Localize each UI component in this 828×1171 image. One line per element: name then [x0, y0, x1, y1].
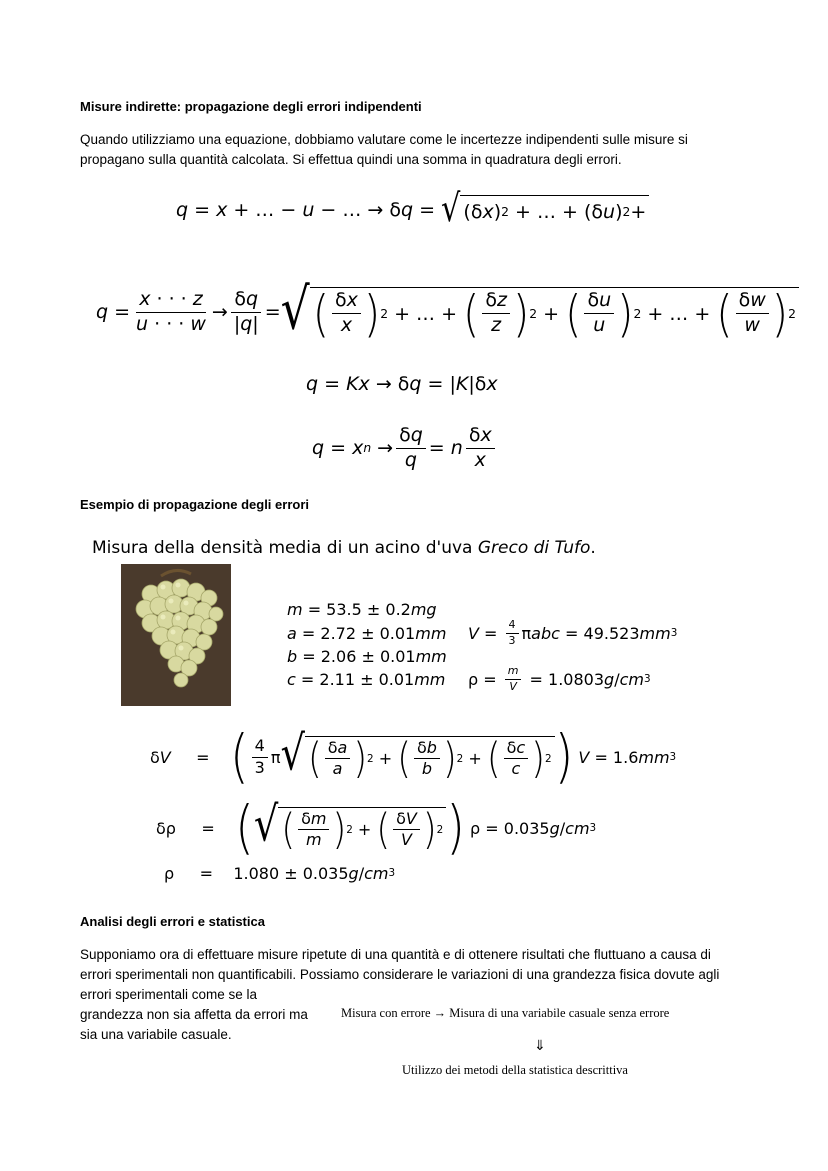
diagram-descriptive-statistics: Utilizzo dei metodi della statistica descrittiva	[402, 1063, 628, 1077]
section-heading-propagation: Misure indirette: propagazione degli errori indipendenti	[80, 99, 422, 114]
density-formula: ρ = $\frac{m}{V}$ = 1.0803 g / cm 3	[468, 663, 651, 693]
paragraph-line: errori sperimentali come se la	[80, 987, 258, 1002]
down-arrow-icon: ⇓	[534, 1039, 546, 1054]
paragraph-line: grandezza non sia affetta da errori ma	[80, 1007, 308, 1022]
section-heading-example: Esempio di propagazione degli errori	[80, 497, 309, 512]
equation-product-propagation: q = $\frac{x \cdot \cdot \cdot z}{u \cdot \cdot \cdot w}$ → $\frac{\delta q}{|q|}$ = √ ( $\frac{\delta x}{x}$ ) 2 + … + ( $\frac{\delta z}{z}$ ) 2 + ( $\frac{\delta u}{u}$ ) 2 + … + ( $\frac{\delta w}{w}$ ) 2	[96, 280, 799, 344]
equation-power: q = x n → $\frac{\delta q}{q}$ = n $\frac{\delta x}{x}$	[312, 420, 498, 476]
grape-cluster-icon	[121, 564, 231, 706]
equation-delta-V: δ V = ( $\frac{4}{3}$ π √ ( $\frac{\delta a}{a}$ ) 2 + ( $\frac{\delta b}{b}$ ) 2 + ( $\frac{\delta c}{c}$ ) 2 ) V = 1.6 mm 3	[150, 723, 677, 791]
paragraph-line: errori sperimentali non quantificabili. Possiamo considerare le variazioni di una grandezza fisica dovute agli	[80, 967, 720, 982]
measure-b: b = 2.06 ± 0.01 mm	[287, 646, 447, 666]
diagram-measure-to-random-variable: Misura con errore → Misura di una variabile casuale senza errore	[341, 1006, 670, 1020]
paragraph-line: propagano sulla quantità calcolata. Si effettua quindi una somma in quadratura degli errori.	[80, 152, 622, 167]
volume-formula: V = $\frac{4}{3}$ π abc = 49.523 mm 3	[468, 617, 678, 647]
section-heading-statistics: Analisi degli errori e statistica	[80, 914, 265, 929]
equation-sum-propagation: q = x + … − u − … → δ q = √ (δ x ) 2 + … + (δ u ) 2 +	[176, 190, 649, 230]
measure-c: c = 2.11 ± 0.01 mm	[287, 669, 446, 689]
equation-constant-multiple: q = Kx → δ q = | K |δ x	[306, 373, 498, 395]
equation-delta-rho: δρ = ( √ ( $\frac{\delta m}{m}$ ) 2 + ( $\frac{\delta V}{V}$ ) 2 ) ρ = 0.035 g / cm 3	[156, 794, 597, 862]
paragraph-line: sia una variabile casuale.	[80, 1027, 232, 1042]
paragraph-line: Quando utilizziamo una equazione, dobbiamo valutare come le incertezze indipendenti sulle misure si	[80, 132, 688, 147]
example-title: Misura della densità media di un acino d'uva Greco di Tufo.	[92, 538, 596, 558]
measure-a: a = 2.72 ± 0.01 mm	[287, 623, 447, 643]
equation-rho-final: ρ = 1.080 ± 0.035 g / cm 3	[164, 863, 396, 883]
measure-m: m = 53.5 ± 0.2 mg	[287, 599, 437, 619]
grape-photo	[121, 564, 231, 706]
paragraph-line: Supponiamo ora di effettuare misure ripetute di una quantità e di ottenere risultati che fluttuano a causa di	[80, 947, 711, 962]
